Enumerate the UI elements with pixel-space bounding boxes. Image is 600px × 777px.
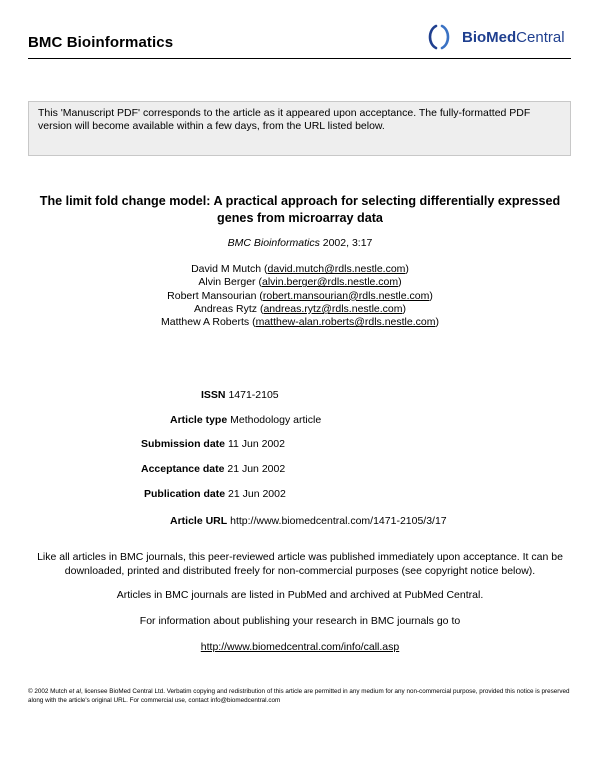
author-entry: David M Mutch (david.mutch@rdls.nestle.com) [191, 263, 409, 275]
copyright-prefix: © 2002 Mutch [28, 688, 70, 695]
biomed-central-logo-icon [424, 22, 454, 52]
pubmed-statement: Articles in BMC journals are listed in PubMed and archived at PubMed Central. [116, 589, 484, 601]
publishing-info: For information about publishing your research in BMC journals go to [139, 615, 461, 627]
author-email-link[interactable]: andreas.rytz@rdls.nestle.com [263, 302, 403, 315]
meta-publication-label: Publication date [144, 488, 226, 500]
meta-acceptance-date [141, 463, 285, 475]
open-access-statement: Like all articles in BMC journals, this peer-reviewed article was published immediately upon acceptance. It can be downloaded, printed and distributed freely for non-commercial purposes (see copyright notice below). [37, 551, 563, 577]
biomed-central-logo [424, 22, 565, 52]
header-divider [28, 58, 571, 59]
meta-submission-date [141, 438, 285, 450]
author-email-link[interactable]: alvin.berger@rdls.nestle.com [261, 276, 399, 289]
meta-submission-label: Submission date [141, 438, 226, 450]
meta-publication-date [144, 488, 286, 500]
copyright-etal: et al [69, 688, 81, 695]
meta-article-type [170, 414, 321, 426]
manuscript-notice: This 'Manuscript PDF' corresponds to the article as it appeared upon acceptance. The fully-formatted PDF version will become available within a few days, from the URL listed below. [28, 101, 571, 156]
author-entry: Robert Mansourian (robert.mansourian@rdls.nestle.com) [167, 289, 433, 302]
meta-acceptance-value: 21 Jun 2002 [227, 463, 286, 475]
author-list [0, 263, 600, 329]
copyright-body: , licensee BioMed Central Ltd. Verbatim copying and redistribution of this article are permitted in any medium for any non-commercial purpose, provided this notice is preserved along with the article's original URL. For commercial use, contact info@biomedcentral.com [28, 688, 570, 704]
meta-submission-value: 11 Jun 2002 [227, 438, 285, 450]
author-entry: Matthew A Roberts (matthew-alan.roberts@rdls.nestle.com) [161, 316, 439, 329]
citation-details: 2002, 3:17 [319, 237, 373, 249]
meta-article-type-label: Article type [170, 414, 228, 426]
author-email-link[interactable]: robert.mansourian@rdls.nestle.com [262, 289, 430, 302]
publishing-info-link[interactable]: http://www.biomedcentral.com/info/call.asp [200, 641, 400, 653]
meta-url-label: Article URL [170, 515, 228, 527]
citation [0, 237, 600, 249]
meta-issn-label: ISSN [201, 389, 226, 401]
logo-text-bold: BioMed [462, 28, 517, 46]
article-url-link[interactable]: http://www.biomedcentral.com/1471-2105/3/17 [230, 515, 447, 527]
author-name: Alvin Berger [198, 276, 256, 289]
citation-journal: BMC Bioinformatics [227, 237, 320, 249]
meta-article-type-value: Methodology article [230, 414, 322, 426]
author-email-link[interactable]: matthew-alan.roberts@rdls.nestle.com [255, 316, 436, 329]
article-title: The limit fold change model: A practical approach for selecting differentially expressed genes from microarray data [39, 194, 561, 225]
author-name: Robert Mansourian [167, 289, 257, 302]
journal-name: BMC Bioinformatics [28, 34, 174, 51]
author-name: Andreas Rytz [194, 302, 258, 315]
author-entry: Alvin Berger (alvin.berger@rdls.nestle.com) [198, 276, 402, 289]
copyright-notice [28, 688, 573, 705]
meta-issn [201, 389, 279, 401]
meta-article-url [170, 515, 447, 527]
logo-text-light: Central [516, 28, 565, 46]
meta-acceptance-label: Acceptance date [141, 463, 225, 475]
author-name: David M Mutch [191, 263, 262, 275]
author-name: Matthew A Roberts [161, 316, 250, 329]
publishing-info-link-row [0, 641, 600, 653]
meta-issn-value: 1471-2105 [228, 389, 279, 401]
meta-publication-value: 21 Jun 2002 [228, 488, 286, 500]
author-email-link[interactable]: david.mutch@rdls.nestle.com [267, 263, 406, 275]
author-entry: Andreas Rytz (andreas.rytz@rdls.nestle.com) [194, 302, 406, 315]
